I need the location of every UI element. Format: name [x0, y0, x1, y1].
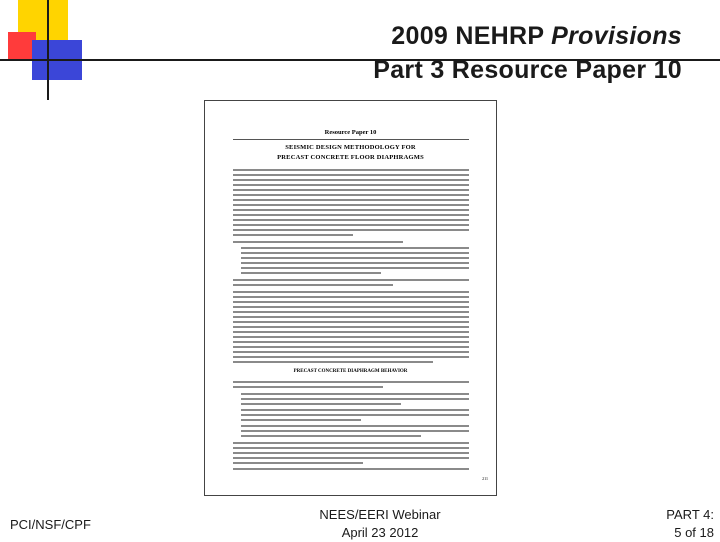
doc-text-line: [233, 341, 469, 343]
doc-text-line: [233, 462, 363, 464]
doc-header: Resource Paper 10: [324, 129, 377, 136]
doc-text-line: [233, 356, 469, 358]
doc-text-line: [233, 321, 469, 323]
doc-text-line: [233, 279, 469, 281]
doc-text-line: [233, 296, 469, 298]
doc-text-line: [241, 425, 469, 427]
decor-vertical-line: [47, 0, 49, 100]
doc-text-line: [233, 224, 469, 226]
slide-title-line1: [391, 22, 682, 51]
doc-text-line: [233, 189, 469, 191]
footer-center-line2: April 23 2012: [341, 525, 419, 540]
doc-text-line: [241, 403, 401, 405]
document-page-image: [204, 100, 497, 496]
doc-text-line: [241, 247, 469, 249]
doc-text-line: [233, 386, 383, 388]
doc-text-line: [233, 209, 469, 211]
doc-text-line: [233, 219, 469, 221]
doc-text-line: [233, 326, 469, 328]
doc-text-line: [233, 361, 433, 363]
doc-text-line: [233, 346, 469, 348]
title-regular: 2009 NEHRP: [391, 22, 552, 50]
doc-text-line: [241, 393, 469, 395]
doc-text-line: [233, 447, 469, 449]
doc-text-line: [233, 179, 469, 181]
doc-title-line2: PRECAST CONCRETE FLOOR DIAPHRAGMS: [277, 154, 424, 161]
doc-text-line: [233, 457, 469, 459]
title-italic: Provisions: [551, 22, 682, 50]
doc-text-line: [233, 468, 469, 470]
doc-title-line1: SEISMIC DESIGN METHODOLOGY FOR: [285, 144, 416, 151]
doc-text-line: [241, 398, 469, 400]
doc-text-line: [233, 234, 353, 236]
doc-text-line: [241, 435, 421, 437]
doc-text-line: [241, 409, 469, 411]
doc-text-line: [241, 414, 469, 416]
doc-text-line: [233, 301, 469, 303]
doc-text-line: [233, 311, 469, 313]
footer-right-line1: PART 4:: [666, 507, 714, 522]
doc-text-line: [233, 306, 469, 308]
doc-text-line: [241, 272, 381, 274]
doc-text-line: [241, 267, 469, 269]
doc-text-line: [233, 291, 469, 293]
doc-page-number: 211: [482, 476, 488, 481]
doc-text-line: [233, 204, 469, 206]
doc-text-line: [233, 284, 393, 286]
doc-text-line: [233, 199, 469, 201]
slide-title-line2: Part 3 Resource Paper 10: [373, 56, 682, 84]
doc-text-line: [233, 452, 469, 454]
doc-text-line: [233, 381, 469, 383]
footer-center: [290, 506, 470, 542]
doc-text-line: [241, 430, 469, 432]
footer-left: PCI/NSF/CPF: [10, 517, 91, 532]
doc-text-line: [233, 331, 469, 333]
doc-text-line: [241, 419, 361, 421]
doc-text-line: [233, 336, 469, 338]
footer-center-line1: NEES/EERI Webinar: [319, 507, 441, 522]
doc-text-line: [233, 442, 469, 444]
doc-text-line: [233, 169, 469, 171]
doc-text-line: [233, 229, 469, 231]
doc-text-line: [233, 184, 469, 186]
doc-text-line: [233, 316, 469, 318]
doc-text-line: [233, 241, 403, 243]
footer-right-line2: 5 of 18: [674, 525, 714, 540]
doc-text-line: [233, 214, 469, 216]
doc-text-line: [233, 194, 469, 196]
doc-rule: [233, 139, 469, 140]
doc-text-line: [241, 262, 469, 264]
footer-right: [640, 506, 714, 542]
doc-section-heading: PRECAST CONCRETE DIAPHRAGM BEHAVIOR: [293, 369, 408, 374]
doc-text-line: [233, 174, 469, 176]
doc-text-line: [241, 252, 469, 254]
doc-text-line: [241, 257, 469, 259]
doc-text-line: [233, 351, 469, 353]
